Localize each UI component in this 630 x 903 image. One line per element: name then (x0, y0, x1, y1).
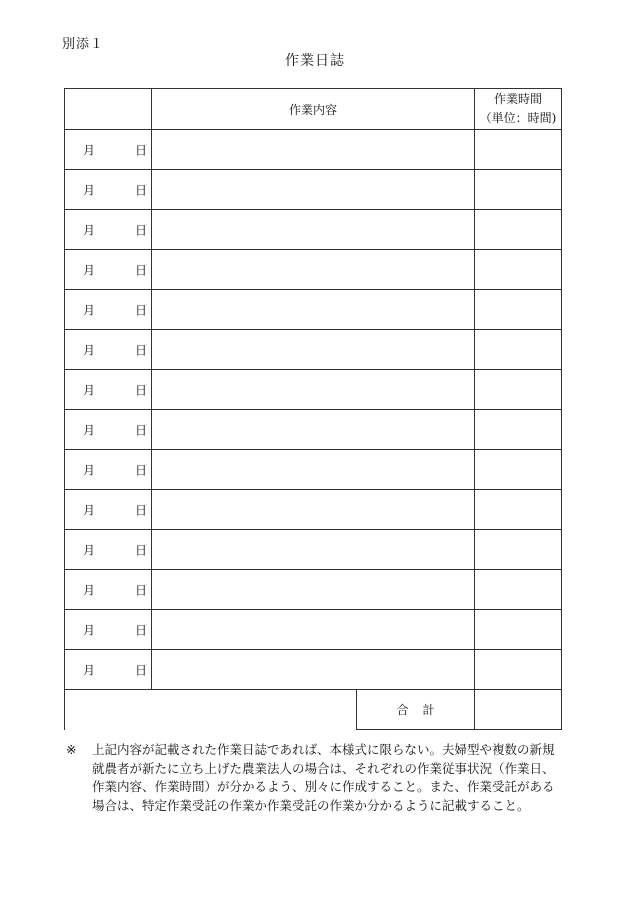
date-cell[interactable] (65, 370, 152, 410)
content-cell[interactable] (152, 570, 475, 610)
date-cell[interactable] (65, 170, 152, 210)
month-label: 月 (83, 183, 96, 197)
month-label: 月 (83, 223, 96, 237)
content-cell[interactable] (152, 210, 475, 250)
content-cell[interactable] (152, 250, 475, 290)
month-label: 月 (83, 143, 96, 157)
date-cell[interactable] (65, 650, 152, 690)
day-label: 日 (135, 663, 148, 677)
hours-cell[interactable] (475, 570, 562, 610)
date-cell[interactable] (65, 410, 152, 450)
hours-cell[interactable] (475, 210, 562, 250)
hours-cell[interactable] (475, 250, 562, 290)
date-cell[interactable] (65, 290, 152, 330)
content-cell[interactable] (152, 330, 475, 370)
hours-cell[interactable] (475, 170, 562, 210)
date-cell[interactable] (65, 450, 152, 490)
content-cell[interactable] (152, 490, 475, 530)
day-label: 日 (135, 583, 148, 597)
table-row (65, 610, 562, 650)
date-cell[interactable] (65, 610, 152, 650)
day-label: 日 (135, 343, 148, 357)
date-cell[interactable] (65, 490, 152, 530)
table-row (65, 450, 562, 490)
total-label: 合計 (357, 690, 475, 730)
hours-cell[interactable] (475, 650, 562, 690)
footnote (66, 741, 564, 815)
table-row (65, 250, 562, 290)
month-label: 月 (83, 303, 96, 317)
hours-column-header (475, 89, 562, 130)
date-cell[interactable] (65, 130, 152, 170)
day-label: 日 (135, 543, 148, 557)
table-row (65, 570, 562, 610)
table-row (65, 410, 562, 450)
hours-cell[interactable] (475, 530, 562, 570)
hours-cell[interactable] (475, 370, 562, 410)
day-label: 日 (135, 623, 148, 637)
month-label: 月 (83, 663, 96, 677)
table-header-row (65, 89, 562, 130)
table-row (65, 130, 562, 170)
total-spacer (65, 690, 357, 730)
hours-cell[interactable] (475, 330, 562, 370)
hours-cell[interactable] (475, 410, 562, 450)
date-column-header (65, 89, 152, 130)
work-log-table (64, 88, 562, 730)
table-row (65, 330, 562, 370)
attachment-label: 別添１ (62, 37, 105, 52)
content-cell[interactable] (152, 290, 475, 330)
date-cell[interactable] (65, 210, 152, 250)
day-label: 日 (135, 303, 148, 317)
hours-cell[interactable] (475, 450, 562, 490)
day-label: 日 (135, 223, 148, 237)
footnote-text: 上記内容が記載された作業日誌であれば、本様式に限らない。夫婦型や複数の新規就農者が新たに立ち上げた農業法人の場合は、それぞれの作業従事状況（作業日、作業内容、作業時間）が分かるよう、別々に作成すること。また、作業受託がある場合は、特定作業受託の作業か作業受託の作業か分かるように記載すること。 (92, 742, 555, 813)
month-label: 月 (83, 343, 96, 357)
month-label: 月 (83, 383, 96, 397)
month-label: 月 (83, 263, 96, 277)
hours-header-line2: （単位：時間) (479, 111, 557, 125)
table-row (65, 210, 562, 250)
hours-cell[interactable] (475, 290, 562, 330)
day-label: 日 (135, 423, 148, 437)
date-cell[interactable] (65, 570, 152, 610)
day-label: 日 (135, 503, 148, 517)
day-label: 日 (135, 183, 148, 197)
content-cell[interactable] (152, 410, 475, 450)
hours-header-line1: 作業時間 (494, 92, 543, 106)
day-label: 日 (135, 383, 148, 397)
month-label: 月 (83, 583, 96, 597)
content-cell[interactable] (152, 650, 475, 690)
table-row (65, 370, 562, 410)
page-title: 作業日誌 (285, 53, 345, 69)
month-label: 月 (83, 543, 96, 557)
content-cell[interactable] (152, 450, 475, 490)
content-column-header: 作業内容 (152, 89, 475, 130)
month-label: 月 (83, 423, 96, 437)
table-row (65, 170, 562, 210)
content-cell[interactable] (152, 370, 475, 410)
day-label: 日 (135, 463, 148, 477)
table-row (65, 650, 562, 690)
month-label: 月 (83, 503, 96, 517)
table-row (65, 290, 562, 330)
content-cell[interactable] (152, 130, 475, 170)
total-row (65, 690, 562, 730)
month-label: 月 (83, 623, 96, 637)
total-hours-cell[interactable] (475, 690, 562, 730)
date-cell[interactable] (65, 530, 152, 570)
date-cell[interactable] (65, 330, 152, 370)
content-cell[interactable] (152, 170, 475, 210)
day-label: 日 (135, 143, 148, 157)
table-row (65, 530, 562, 570)
hours-cell[interactable] (475, 490, 562, 530)
table-row (65, 490, 562, 530)
content-cell[interactable] (152, 610, 475, 650)
date-cell[interactable] (65, 250, 152, 290)
hours-cell[interactable] (475, 130, 562, 170)
footnote-mark: ※ (66, 742, 77, 757)
content-cell[interactable] (152, 530, 475, 570)
month-label: 月 (83, 463, 96, 477)
hours-cell[interactable] (475, 610, 562, 650)
day-label: 日 (135, 263, 148, 277)
